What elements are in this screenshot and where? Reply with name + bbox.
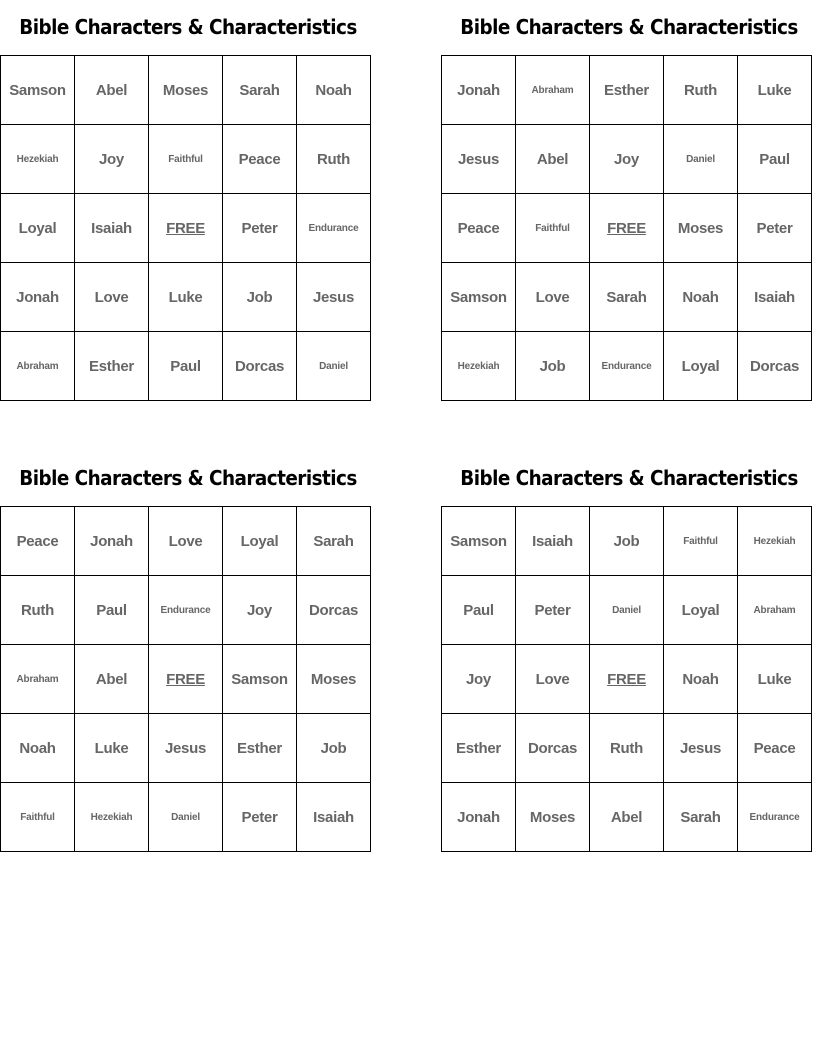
bingo-cell: Paul bbox=[738, 125, 812, 194]
bingo-cell: Peace bbox=[442, 194, 516, 263]
bingo-grid bbox=[441, 506, 812, 852]
bingo-cell: Noah bbox=[664, 645, 738, 714]
bingo-cell: Job bbox=[590, 507, 664, 576]
bingo-card-3 bbox=[0, 461, 376, 826]
bingo-grid bbox=[0, 506, 371, 852]
bingo-cell: Loyal bbox=[223, 507, 297, 576]
bingo-cell: Daniel bbox=[297, 332, 371, 401]
bingo-cell: Samson bbox=[442, 507, 516, 576]
bingo-cell: Loyal bbox=[664, 332, 738, 401]
bingo-cell: Daniel bbox=[664, 125, 738, 194]
bingo-cell: Endurance bbox=[297, 194, 371, 263]
card-title: Bible Characters & Characteristics bbox=[19, 15, 357, 39]
bingo-cell: Samson bbox=[1, 56, 75, 125]
bingo-cell: Paul bbox=[75, 576, 149, 645]
bingo-cell: Peace bbox=[1, 507, 75, 576]
bingo-cell: Samson bbox=[223, 645, 297, 714]
bingo-cell: Hezekiah bbox=[75, 783, 149, 852]
card-title: Bible Characters & Characteristics bbox=[19, 466, 357, 490]
bingo-cell: Daniel bbox=[149, 783, 223, 852]
bingo-cell: Hezekiah bbox=[442, 332, 516, 401]
bingo-cell: Isaiah bbox=[738, 263, 812, 332]
bingo-cell: Ruth bbox=[297, 125, 371, 194]
free-space-cell: FREE bbox=[590, 645, 664, 714]
bingo-cell: Peter bbox=[738, 194, 812, 263]
bingo-cell: Peter bbox=[516, 576, 590, 645]
bingo-cell: Jonah bbox=[1, 263, 75, 332]
bingo-cell: Faithful bbox=[149, 125, 223, 194]
bingo-cell: Jesus bbox=[149, 714, 223, 783]
bingo-cell: Abel bbox=[75, 645, 149, 714]
bingo-cell: Dorcas bbox=[297, 576, 371, 645]
bingo-cell: Luke bbox=[149, 263, 223, 332]
bingo-cell: Luke bbox=[738, 56, 812, 125]
bingo-cell: Jesus bbox=[297, 263, 371, 332]
bingo-cell: Noah bbox=[1, 714, 75, 783]
bingo-grid bbox=[0, 55, 371, 401]
card-title: Bible Characters & Characteristics bbox=[460, 466, 798, 490]
bingo-cell: Luke bbox=[75, 714, 149, 783]
bingo-cell: Abel bbox=[75, 56, 149, 125]
bingo-cell: Isaiah bbox=[516, 507, 590, 576]
bingo-cell: Job bbox=[297, 714, 371, 783]
bingo-cell: Abraham bbox=[1, 645, 75, 714]
bingo-card-2 bbox=[441, 10, 816, 375]
bingo-cell: Sarah bbox=[664, 783, 738, 852]
bingo-cell: Abel bbox=[516, 125, 590, 194]
bingo-cell: Abel bbox=[590, 783, 664, 852]
bingo-cell: Loyal bbox=[1, 194, 75, 263]
free-space-cell: FREE bbox=[149, 194, 223, 263]
bingo-cell: Love bbox=[149, 507, 223, 576]
bingo-cell: Joy bbox=[442, 645, 516, 714]
bingo-cell: Joy bbox=[223, 576, 297, 645]
bingo-cell: Moses bbox=[664, 194, 738, 263]
bingo-cell: Daniel bbox=[590, 576, 664, 645]
bingo-cell: Sarah bbox=[590, 263, 664, 332]
bingo-cell: Esther bbox=[442, 714, 516, 783]
bingo-cell: Paul bbox=[149, 332, 223, 401]
bingo-cell: Endurance bbox=[149, 576, 223, 645]
bingo-cell: Ruth bbox=[1, 576, 75, 645]
bingo-cell: Jesus bbox=[664, 714, 738, 783]
bingo-cell: Luke bbox=[738, 645, 812, 714]
bingo-cell: Abraham bbox=[1, 332, 75, 401]
bingo-cell: Isaiah bbox=[75, 194, 149, 263]
bingo-cell: Love bbox=[75, 263, 149, 332]
bingo-cell: Sarah bbox=[223, 56, 297, 125]
bingo-cell: Joy bbox=[75, 125, 149, 194]
bingo-cell: Dorcas bbox=[738, 332, 812, 401]
bingo-cell: Faithful bbox=[1, 783, 75, 852]
bingo-cell: Endurance bbox=[590, 332, 664, 401]
bingo-cell: Love bbox=[516, 263, 590, 332]
bingo-cell: Noah bbox=[664, 263, 738, 332]
bingo-grid bbox=[441, 55, 812, 401]
bingo-card-1 bbox=[0, 10, 376, 375]
bingo-cell: Esther bbox=[75, 332, 149, 401]
bingo-card-4 bbox=[441, 461, 816, 826]
bingo-cell: Loyal bbox=[664, 576, 738, 645]
bingo-cell: Peter bbox=[223, 783, 297, 852]
bingo-cell: Jonah bbox=[75, 507, 149, 576]
bingo-cell: Hezekiah bbox=[738, 507, 812, 576]
bingo-cell: Job bbox=[223, 263, 297, 332]
bingo-cell: Abraham bbox=[738, 576, 812, 645]
card-title: Bible Characters & Characteristics bbox=[460, 15, 798, 39]
bingo-cell: Dorcas bbox=[223, 332, 297, 401]
bingo-cell: Isaiah bbox=[297, 783, 371, 852]
bingo-cell: Noah bbox=[297, 56, 371, 125]
bingo-cell: Peter bbox=[223, 194, 297, 263]
bingo-cell: Endurance bbox=[738, 783, 812, 852]
bingo-cell: Jonah bbox=[442, 56, 516, 125]
bingo-cell: Samson bbox=[442, 263, 516, 332]
bingo-cell: Jesus bbox=[442, 125, 516, 194]
bingo-cell: Abraham bbox=[516, 56, 590, 125]
bingo-cell: Esther bbox=[223, 714, 297, 783]
bingo-cell: Peace bbox=[738, 714, 812, 783]
bingo-cell: Faithful bbox=[516, 194, 590, 263]
bingo-cell: Sarah bbox=[297, 507, 371, 576]
free-space-cell: FREE bbox=[590, 194, 664, 263]
bingo-cell: Moses bbox=[297, 645, 371, 714]
bingo-cell: Moses bbox=[149, 56, 223, 125]
free-space-cell: FREE bbox=[149, 645, 223, 714]
bingo-cell: Ruth bbox=[664, 56, 738, 125]
bingo-cell: Hezekiah bbox=[1, 125, 75, 194]
bingo-cell: Esther bbox=[590, 56, 664, 125]
bingo-cell: Faithful bbox=[664, 507, 738, 576]
bingo-cell: Joy bbox=[590, 125, 664, 194]
bingo-cell: Ruth bbox=[590, 714, 664, 783]
bingo-cell: Moses bbox=[516, 783, 590, 852]
bingo-cell: Paul bbox=[442, 576, 516, 645]
bingo-cell: Dorcas bbox=[516, 714, 590, 783]
bingo-cell: Peace bbox=[223, 125, 297, 194]
bingo-cell: Love bbox=[516, 645, 590, 714]
bingo-cell: Job bbox=[516, 332, 590, 401]
bingo-cell: Jonah bbox=[442, 783, 516, 852]
